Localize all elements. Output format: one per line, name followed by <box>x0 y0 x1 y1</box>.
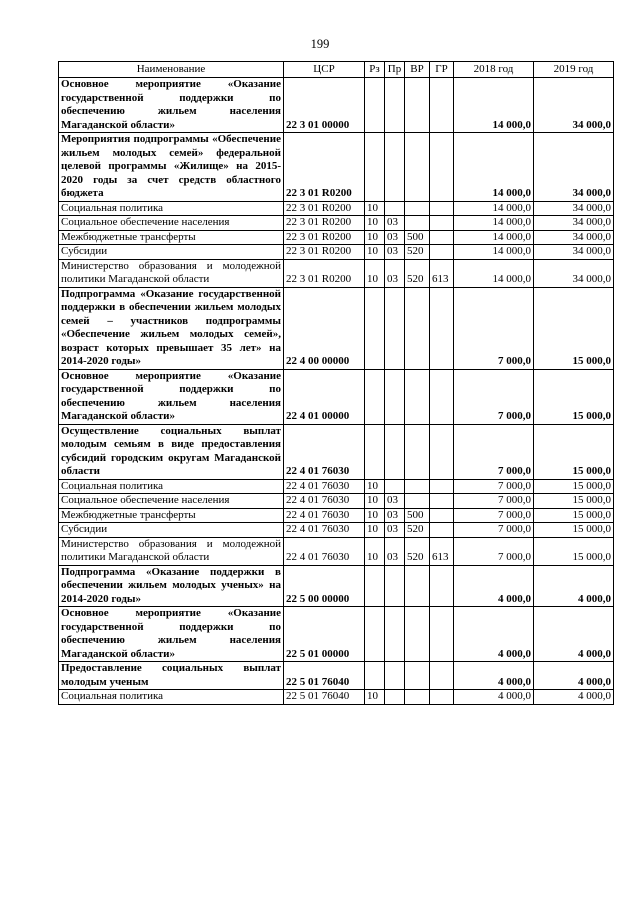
cell-vr <box>405 479 430 494</box>
cell-rz <box>365 662 385 690</box>
header-2018: 2018 год <box>454 62 534 78</box>
cell-name: Межбюджетные трансферты <box>59 508 284 523</box>
cell-gr <box>430 201 454 216</box>
table-row <box>59 424 614 479</box>
cell-vr <box>405 607 430 662</box>
cell-vr <box>405 494 430 509</box>
header-name: Наименование <box>59 62 284 78</box>
cell-name: Социальное обеспечение населения <box>59 216 284 231</box>
cell-rz: 10 <box>365 537 385 565</box>
cell-gr <box>430 369 454 424</box>
cell-gr <box>430 479 454 494</box>
cell-pr: 03 <box>385 494 405 509</box>
table-row <box>59 494 614 509</box>
cell-rz: 10 <box>365 479 385 494</box>
table-row <box>59 565 614 607</box>
cell-name: Основное мероприятие «Оказание государственной поддержки по обеспечению жильем населения Магаданской области» <box>59 369 284 424</box>
cell-gr <box>430 607 454 662</box>
table-row <box>59 607 614 662</box>
cell-2019: 15 000,0 <box>534 424 614 479</box>
cell-pr: 03 <box>385 523 405 538</box>
cell-2018: 7 000,0 <box>454 369 534 424</box>
cell-csr: 22 4 01 76030 <box>284 424 365 479</box>
cell-pr <box>385 287 405 369</box>
header-rz: Рз <box>365 62 385 78</box>
cell-name: Подпрограмма «Оказание поддержки в обеспечении жильем молодых ученых» на 2014-2020 годы» <box>59 565 284 607</box>
cell-csr: 22 4 01 76030 <box>284 523 365 538</box>
cell-gr <box>430 230 454 245</box>
cell-name: Подпрограмма «Оказание государственной поддержки в обеспечении жильем молодых семей – участников подпрограммы «Обеспечение жильем молодых семей», возраст которых превышает 35 лет» на 2014-2020 годы» <box>59 287 284 369</box>
cell-csr: 22 5 00 00000 <box>284 565 365 607</box>
cell-vr: 520 <box>405 245 430 260</box>
cell-name: Министерство образования и молодежной политики Магаданской области <box>59 537 284 565</box>
cell-pr: 03 <box>385 216 405 231</box>
cell-rz <box>365 424 385 479</box>
cell-2019: 4 000,0 <box>534 662 614 690</box>
cell-gr: 613 <box>430 259 454 287</box>
cell-rz <box>365 369 385 424</box>
cell-vr <box>405 369 430 424</box>
table-row <box>59 690 614 705</box>
cell-csr: 22 3 01 R0200 <box>284 216 365 231</box>
cell-pr <box>385 424 405 479</box>
cell-csr: 22 4 00 00000 <box>284 287 365 369</box>
cell-vr <box>405 690 430 705</box>
cell-vr: 520 <box>405 537 430 565</box>
cell-name: Социальная политика <box>59 201 284 216</box>
cell-rz: 10 <box>365 259 385 287</box>
cell-2019: 15 000,0 <box>534 508 614 523</box>
cell-pr: 03 <box>385 259 405 287</box>
cell-2018: 4 000,0 <box>454 607 534 662</box>
cell-gr <box>430 245 454 260</box>
cell-pr <box>385 479 405 494</box>
cell-2019: 15 000,0 <box>534 287 614 369</box>
cell-name: Предоставление социальных выплат молодым ученым <box>59 662 284 690</box>
table-row <box>59 287 614 369</box>
cell-pr: 03 <box>385 230 405 245</box>
cell-csr: 22 4 01 76030 <box>284 508 365 523</box>
cell-vr <box>405 424 430 479</box>
cell-2018: 14 000,0 <box>454 216 534 231</box>
budget-table <box>58 61 614 705</box>
page-number: 199 <box>310 37 330 51</box>
cell-2018: 7 000,0 <box>454 537 534 565</box>
table-header-row <box>59 62 614 78</box>
table-row <box>59 230 614 245</box>
cell-2018: 14 000,0 <box>454 78 534 133</box>
table-row <box>59 508 614 523</box>
cell-name: Министерство образования и молодежной политики Магаданской области <box>59 259 284 287</box>
cell-gr <box>430 133 454 202</box>
table-body <box>59 78 614 705</box>
cell-rz: 10 <box>365 523 385 538</box>
cell-name: Социальная политика <box>59 479 284 494</box>
cell-2018: 7 000,0 <box>454 424 534 479</box>
cell-2019: 4 000,0 <box>534 565 614 607</box>
cell-2018: 7 000,0 <box>454 523 534 538</box>
cell-vr <box>405 565 430 607</box>
cell-csr: 22 3 01 R0200 <box>284 133 365 202</box>
cell-pr <box>385 690 405 705</box>
cell-pr <box>385 78 405 133</box>
cell-2019: 34 000,0 <box>534 201 614 216</box>
header-pr: Пр <box>385 62 405 78</box>
cell-2019: 34 000,0 <box>534 230 614 245</box>
cell-name: Субсидии <box>59 245 284 260</box>
cell-gr: 613 <box>430 537 454 565</box>
cell-2018: 4 000,0 <box>454 565 534 607</box>
cell-rz <box>365 287 385 369</box>
header-2019: 2019 год <box>534 62 614 78</box>
cell-csr: 22 4 01 76030 <box>284 537 365 565</box>
cell-csr: 22 3 01 00000 <box>284 78 365 133</box>
cell-2018: 14 000,0 <box>454 230 534 245</box>
cell-2018: 14 000,0 <box>454 201 534 216</box>
table-row <box>59 78 614 133</box>
cell-pr: 03 <box>385 245 405 260</box>
cell-gr <box>430 523 454 538</box>
cell-2019: 34 000,0 <box>534 259 614 287</box>
header-vr: ВР <box>405 62 430 78</box>
table-row <box>59 523 614 538</box>
cell-vr <box>405 287 430 369</box>
cell-rz <box>365 78 385 133</box>
cell-2018: 14 000,0 <box>454 259 534 287</box>
cell-gr <box>430 78 454 133</box>
cell-pr <box>385 607 405 662</box>
cell-vr: 520 <box>405 523 430 538</box>
cell-gr <box>430 565 454 607</box>
cell-2019: 15 000,0 <box>534 523 614 538</box>
cell-vr: 500 <box>405 230 430 245</box>
cell-csr: 22 3 01 R0200 <box>284 230 365 245</box>
cell-2019: 15 000,0 <box>534 479 614 494</box>
cell-name: Субсидии <box>59 523 284 538</box>
cell-vr <box>405 78 430 133</box>
cell-pr <box>385 565 405 607</box>
cell-csr: 22 4 01 00000 <box>284 369 365 424</box>
cell-rz: 10 <box>365 508 385 523</box>
cell-rz: 10 <box>365 690 385 705</box>
cell-rz: 10 <box>365 201 385 216</box>
cell-2018: 7 000,0 <box>454 287 534 369</box>
cell-rz: 10 <box>365 245 385 260</box>
cell-csr: 22 5 01 76040 <box>284 690 365 705</box>
cell-rz <box>365 133 385 202</box>
cell-2019: 34 000,0 <box>534 133 614 202</box>
cell-2019: 15 000,0 <box>534 494 614 509</box>
cell-rz <box>365 565 385 607</box>
cell-2019: 15 000,0 <box>534 537 614 565</box>
table-row <box>59 479 614 494</box>
header-csr: ЦСР <box>284 62 365 78</box>
cell-2019: 34 000,0 <box>534 216 614 231</box>
cell-vr <box>405 216 430 231</box>
cell-2018: 7 000,0 <box>454 508 534 523</box>
cell-vr: 500 <box>405 508 430 523</box>
cell-vr <box>405 662 430 690</box>
cell-gr <box>430 287 454 369</box>
cell-name: Межбюджетные трансферты <box>59 230 284 245</box>
table-row <box>59 369 614 424</box>
table-row <box>59 537 614 565</box>
cell-2018: 14 000,0 <box>454 245 534 260</box>
cell-2019: 34 000,0 <box>534 78 614 133</box>
cell-name: Основное мероприятие «Оказание государственной поддержки по обеспечению жильем населения Магаданской области» <box>59 607 284 662</box>
cell-gr <box>430 690 454 705</box>
cell-csr: 22 5 01 00000 <box>284 607 365 662</box>
cell-csr: 22 4 01 76030 <box>284 494 365 509</box>
cell-vr: 520 <box>405 259 430 287</box>
cell-vr <box>405 133 430 202</box>
cell-pr: 03 <box>385 508 405 523</box>
cell-pr: 03 <box>385 537 405 565</box>
cell-2018: 7 000,0 <box>454 479 534 494</box>
cell-2019: 34 000,0 <box>534 245 614 260</box>
cell-2018: 14 000,0 <box>454 133 534 202</box>
cell-name: Осуществление социальных выплат молодым семьям в виде предоставления субсидий городским округам Магаданской области <box>59 424 284 479</box>
cell-csr: 22 3 01 R0200 <box>284 201 365 216</box>
cell-csr: 22 5 01 76040 <box>284 662 365 690</box>
cell-gr <box>430 508 454 523</box>
table-row <box>59 133 614 202</box>
cell-2019: 4 000,0 <box>534 690 614 705</box>
cell-gr <box>430 424 454 479</box>
table-row <box>59 216 614 231</box>
cell-name: Социальное обеспечение населения <box>59 494 284 509</box>
cell-2019: 4 000,0 <box>534 607 614 662</box>
cell-rz <box>365 607 385 662</box>
table-row <box>59 259 614 287</box>
cell-pr <box>385 133 405 202</box>
cell-gr <box>430 662 454 690</box>
cell-name: Мероприятия подпрограммы «Обеспечение жильем молодых семей» федеральной целевой программы «Жилище» на 2015-2020 годы за счет средств областного бюджета <box>59 133 284 202</box>
cell-rz: 10 <box>365 494 385 509</box>
cell-rz: 10 <box>365 216 385 231</box>
cell-pr <box>385 662 405 690</box>
cell-name: Основное мероприятие «Оказание государственной поддержки по обеспечению жильем населения Магаданской области» <box>59 78 284 133</box>
table-row <box>59 245 614 260</box>
cell-gr <box>430 494 454 509</box>
header-gr: ГР <box>430 62 454 78</box>
table-row <box>59 662 614 690</box>
cell-vr <box>405 201 430 216</box>
cell-2018: 4 000,0 <box>454 662 534 690</box>
cell-2018: 7 000,0 <box>454 494 534 509</box>
cell-csr: 22 4 01 76030 <box>284 479 365 494</box>
cell-csr: 22 3 01 R0200 <box>284 259 365 287</box>
table-row <box>59 201 614 216</box>
cell-pr <box>385 201 405 216</box>
cell-2019: 15 000,0 <box>534 369 614 424</box>
cell-name: Социальная политика <box>59 690 284 705</box>
cell-pr <box>385 369 405 424</box>
cell-rz: 10 <box>365 230 385 245</box>
cell-csr: 22 3 01 R0200 <box>284 245 365 260</box>
cell-2018: 4 000,0 <box>454 690 534 705</box>
cell-gr <box>430 216 454 231</box>
